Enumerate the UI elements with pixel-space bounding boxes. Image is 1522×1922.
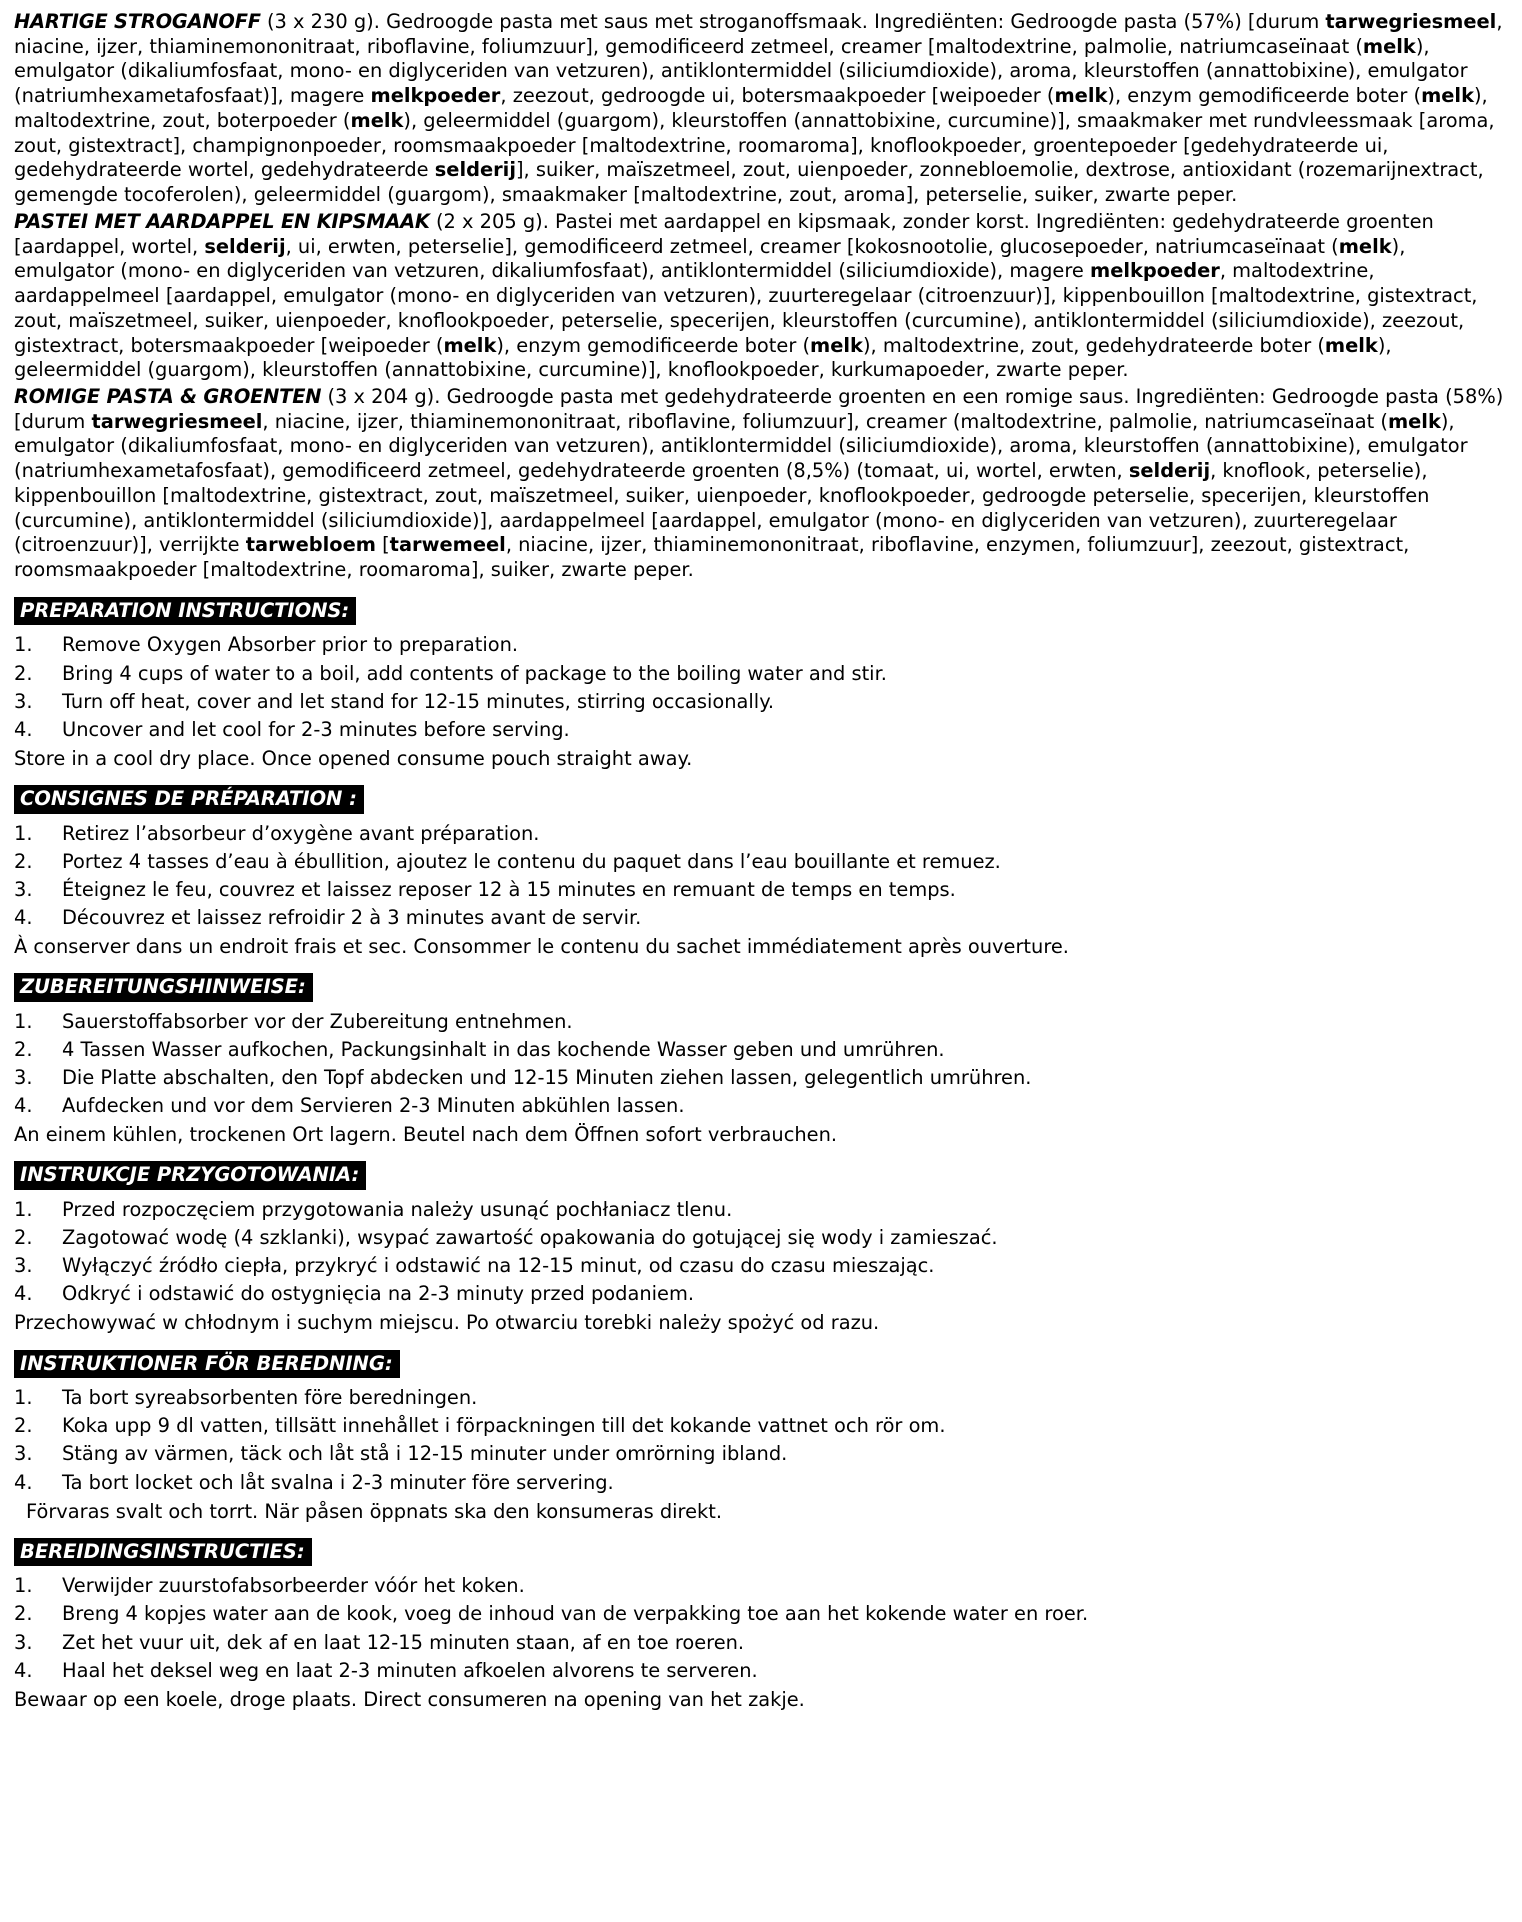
step-number: 1.	[14, 1197, 33, 1221]
step-number: 2.	[14, 1037, 33, 1061]
storage-note: Przechowywać w chłodnym i suchym miejscu. Po otwarciu torebki należy spożyć od razu.	[14, 1311, 880, 1335]
ingredient-text: Gedroogde pasta (57%) [durum tarwegriesmeel, niacine, ijzer, thiaminemononitraat, riboflavine, foliumzuur], gemodificeerd zetmeel, creamer [maltodextrine, palmolie, natriumcaseïnaat (melk), emulgator (dikaliumfosfaat, mono- en diglyceriden van vetzuren), antiklontermiddel (siliciumdioxide), aroma, kleurstoffen (annattobixine), emulgator (natriumhexametafosfaat)], magere melkpoeder, zeezout, gedroogde ui, botersmaakpoeder [weipoeder (melk), enzym gemodificeerde boter (melk), maltodextrine, zout, boterpoeder (melk), geleermiddel (guargom), kleurstoffen (annattobixine, curcumine)], smaakmaker met rundvleessmaak [aroma, zout, gistextract], champignonpoeder, roomsmaakpoeder [maltodextrine, roomaroma], knoflookpoeder, groentepoeder [gedehydrateerde ui, gedehydrateerde wortel, gedehydrateerde selderij], suiker, maïszetmeel, zout, uienpoeder, zonnebloemolie, dextrose, antioxidant (rozemarijnextract, gemengde tocoferolen), geleermiddel (guargom), smaakmaker [maltodextrine, zout, aroma], peterselie, suiker, zwarte peper.	[14, 10, 1503, 207]
instruction-section	[14, 973, 1508, 1149]
step-text: Turn off heat, cover and let stand for 12-15 minutes, stirring occasionally.	[62, 689, 775, 713]
product-description: Gedroogde pasta met saus met stroganoffsmaak. Ingrediënten:	[386, 10, 1005, 33]
step-item	[14, 1384, 1508, 1412]
step-text: Bring 4 cups of water to a boil, add contents of package to the boiling water and stir.	[62, 661, 887, 685]
step-number: 3.	[14, 877, 33, 901]
instruction-sections	[14, 597, 1508, 1714]
step-text: Éteignez le feu, couvrez et laissez reposer 12 à 15 minutes en remuant de temps en temps.	[62, 877, 956, 901]
step-text: Breng 4 kopjes water aan de kook, voeg de inhoud van de verpakking toe aan het kokende water en roer.	[62, 1602, 1089, 1626]
step-item	[14, 1008, 1508, 1036]
instruction-section	[14, 1161, 1508, 1337]
section-heading: CONSIGNES DE PRÉPARATION :	[14, 785, 364, 814]
step-number: 2.	[14, 1602, 33, 1626]
ingredient-text: gedehydrateerde groenten [aardappel, wortel, selderij, ui, erwten, peterselie], gemodificeerd zetmeel, creamer [kokosnootolie, glucosepoeder, natriumcaseïnaat (melk), emulgator (mono- en diglyceriden van vetzuren, dikaliumfosfaat), antiklontermiddel (siliciumdioxide), magere melkpoeder, maltodextrine, aardappelmeel [aardappel, emulgator (mono- en diglyceriden van vetzuren), zuurteregelaar (citroenzuur)], kippenbouillon [maltodextrine, gistextract, zout, maïszetmeel, suiker, uienpoeder, knoflookpoeder, peterselie, specerijen, kleurstoffen (curcumine), antiklontermiddel (siliciumdioxide), zeezout, gistextract, botersmaakpoeder [weipoeder (melk), enzym gemodificeerde boter (melk), maltodextrine, zout, gedehydrateerde boter (melk), geleermiddel (guargom), kleurstoffen (annattobixine, curcumine)], knoflookpoeder, kurkumapoeder, zwarte peper.	[14, 209, 1478, 382]
step-number: 3.	[14, 689, 33, 713]
ingredient-block	[14, 10, 1508, 208]
step-number: 2.	[14, 1414, 33, 1438]
step-text: Zet het vuur uit, dek af en laat 12-15 minuten staan, af en toe roeren.	[62, 1630, 745, 1654]
step-item	[14, 1280, 1508, 1308]
step-item	[14, 1092, 1508, 1120]
step-item	[14, 876, 1508, 904]
step-text: Aufdecken und vor dem Servieren 2-3 Minuten abkühlen lassen.	[62, 1094, 685, 1118]
step-number: 3.	[14, 1442, 33, 1466]
step-text: Die Platte abschalten, den Topf abdecken und 12-15 Minuten ziehen lassen, gelegentlich umrühren.	[62, 1066, 1032, 1090]
product-name: HARTIGE STROGANOFF	[14, 10, 261, 33]
step-number: 3.	[14, 1254, 33, 1278]
section-heading: BEREIDINGSINSTRUCTIES:	[14, 1538, 312, 1567]
step-text: Uncover and let cool for 2-3 minutes before serving.	[62, 717, 570, 741]
step-item	[14, 1657, 1508, 1685]
step-item	[14, 1036, 1508, 1064]
step-item	[14, 716, 1508, 744]
step-item	[14, 660, 1508, 688]
product-name: PASTEI MET AARDAPPEL EN KIPSMAAK	[14, 209, 430, 233]
storage-note: An einem kühlen, trockenen Ort lagern. Beutel nach dem Öffnen sofort verbrauchen.	[14, 1123, 838, 1147]
step-item	[14, 1196, 1508, 1224]
step-item	[14, 1252, 1508, 1280]
section-heading: PREPARATION INSTRUCTIONS:	[14, 597, 356, 626]
step-number: 3.	[14, 1630, 33, 1654]
instruction-section	[14, 785, 1508, 961]
step-text: Ta bort syreabsorbenten före beredningen.	[62, 1386, 478, 1410]
step-number: 1.	[14, 633, 33, 657]
storage-note: Store in a cool dry place. Once opened consume pouch straight away.	[14, 746, 693, 770]
step-number: 2.	[14, 661, 33, 685]
step-number: 2.	[14, 849, 33, 873]
storage-note: Förvaras svalt och torrt. När påsen öppnats ska den konsumeras direkt.	[26, 1499, 723, 1523]
step-number: 4.	[14, 1658, 33, 1682]
step-text: Odkryć i odstawić do ostygnięcia na 2-3 minuty przed podaniem.	[62, 1282, 694, 1306]
step-number: 4.	[14, 1282, 33, 1306]
step-text: 4 Tassen Wasser aufkochen, Packungsinhalt in das kochende Wasser geben und umrühren.	[62, 1037, 945, 1061]
section-heading: INSTRUKCJE PRZYGOTOWANIA:	[14, 1161, 366, 1190]
step-number: 1.	[14, 821, 33, 845]
step-item	[14, 904, 1508, 932]
step-list	[14, 1008, 1508, 1121]
ingredient-text: Gedroogde pasta (58%) [durum tarwegriesmeel, niacine, ijzer, thiaminemononitraat, riboflavine, foliumzuur], creamer (maltodextrine, palmolie, natriumcaseïnaat (melk), emulgator (dikaliumfosfaat, mono- en diglyceriden van vetzuren), antiklontermiddel (siliciumdioxide), aroma, kleurstoffen (annattobixine), emulgator (natriumhexametafosfaat), gemodificeerd zetmeel, gedehydrateerde groenten (8,5%) (tomaat, ui, wortel, erwten, selderij, knoflook, peterselie), kippenbouillon [maltodextrine, gistextract, zout, maïszetmeel, suiker, uienpoeder, knoflookpoeder, gedroogde peterselie, specerijen, kleurstoffen (curcumine), antiklontermiddel (siliciumdioxide)], aardappelmeel [aardappel, emulgator (mono- en diglyceriden van vetzuren), zuurteregelaar (citroenzuur)], verrijkte tarwebloem [tarwemeel, niacine, ijzer, thiaminemononitraat, riboflavine, enzymen, foliumzuur], zeezout, gistextract, roomsmaakpoeder [maltodextrine, roomaroma], suiker, zwarte peper.	[14, 385, 1504, 582]
step-item	[14, 820, 1508, 848]
step-text: Zagotować wodę (4 szklanki), wsypać zawartość opakowania do gotującej się wody i zamieszać.	[62, 1226, 998, 1250]
step-number: 4.	[14, 717, 33, 741]
step-list	[14, 631, 1508, 744]
product-description: Gedroogde pasta met gedehydrateerde groenten en een romige saus. Ingrediënten:	[446, 385, 1266, 409]
step-list	[14, 1196, 1508, 1309]
step-text: Haal het deksel weg en laat 2-3 minuten afkoelen alvorens te serveren.	[62, 1658, 758, 1682]
step-number: 1.	[14, 1574, 33, 1598]
step-number: 1.	[14, 1386, 33, 1410]
step-item	[14, 1469, 1508, 1497]
step-text: Wyłączyć źródło ciepła, przykryć i odstawić na 12-15 minut, od czasu do czasu mieszając.	[62, 1254, 935, 1278]
product-weight: (3 x 230 g).	[266, 10, 380, 33]
instruction-section	[14, 1538, 1508, 1714]
step-number: 4.	[14, 1470, 33, 1494]
step-item	[14, 848, 1508, 876]
step-number: 3.	[14, 1066, 33, 1090]
step-item	[14, 1600, 1508, 1628]
step-item	[14, 631, 1508, 659]
step-item	[14, 1412, 1508, 1440]
step-number: 2.	[14, 1226, 33, 1250]
step-text: Portez 4 tasses d’eau à ébullition, ajoutez le contenu du paquet dans l’eau bouillante et remuez.	[62, 849, 1001, 873]
section-heading: ZUBEREITUNGSHINWEISE:	[14, 973, 313, 1002]
instruction-section	[14, 1350, 1508, 1526]
ingredient-block	[14, 210, 1508, 383]
instruction-section	[14, 597, 1508, 773]
product-weight: (2 x 205 g).	[435, 209, 549, 233]
storage-note: À conserver dans un endroit frais et sec. Consommer le contenu du sachet immédiatement après ouverture.	[14, 935, 1069, 959]
step-number: 4.	[14, 1094, 33, 1118]
step-text: Retirez l’absorbeur d’oxygène avant préparation.	[62, 821, 540, 845]
ingredient-block	[14, 385, 1508, 583]
step-text: Remove Oxygen Absorber prior to preparation.	[62, 633, 519, 657]
step-text: Verwijder zuurstofabsorbeerder vóór het koken.	[62, 1574, 525, 1598]
step-number: 4.	[14, 905, 33, 929]
step-item	[14, 1064, 1508, 1092]
product-description: Pastei met aardappel en kipsmaak, zonder korst. Ingrediënten:	[555, 209, 1166, 233]
section-heading: INSTRUKTIONER FÖR BEREDNING:	[14, 1350, 400, 1379]
step-item	[14, 1572, 1508, 1600]
step-item	[14, 688, 1508, 716]
step-item	[14, 1224, 1508, 1252]
step-list	[14, 1384, 1508, 1497]
storage-note: Bewaar op een koele, droge plaats. Direct consumeren na opening van het zakje.	[14, 1687, 805, 1711]
step-item	[14, 1629, 1508, 1657]
product-weight: (3 x 204 g).	[327, 385, 441, 409]
product-name: ROMIGE PASTA & GROENTEN	[14, 385, 322, 409]
step-text: Koka upp 9 dl vatten, tillsätt innehållet i förpackningen till det kokande vattnet och rör om.	[62, 1414, 946, 1438]
step-text: Przed rozpoczęciem przygotowania należy usunąć pochłaniacz tlenu.	[62, 1197, 733, 1221]
step-text: Stäng av värmen, täck och låt stå i 12-15 minuter under omrörning ibland.	[62, 1442, 788, 1466]
step-item	[14, 1440, 1508, 1468]
step-list	[14, 820, 1508, 933]
step-text: Ta bort locket och låt svalna i 2-3 minuter före servering.	[62, 1470, 614, 1494]
step-number: 1.	[14, 1009, 33, 1033]
step-text: Découvrez et laissez refroidir 2 à 3 minutes avant de servir.	[62, 905, 642, 929]
step-text: Sauerstoffabsorber vor der Zubereitung entnehmen.	[62, 1009, 573, 1033]
ingredients-block	[14, 10, 1508, 583]
step-list	[14, 1572, 1508, 1685]
